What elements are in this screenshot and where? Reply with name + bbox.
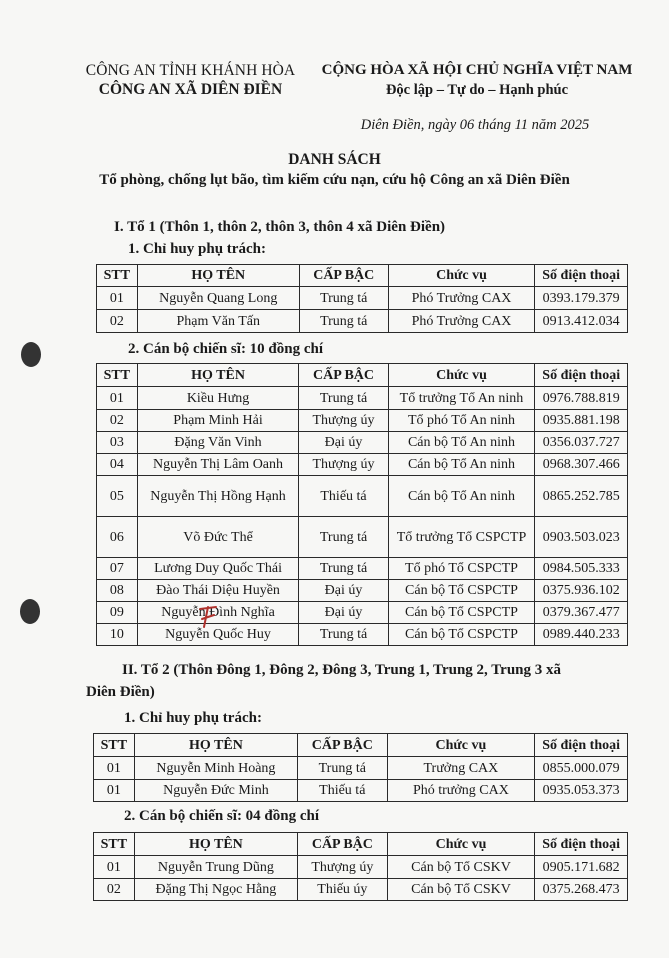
table-row [97, 310, 628, 333]
col-header-role: Chức vụ [387, 734, 535, 757]
cell-stt: 01 [97, 287, 138, 310]
cell-rank: Thượng úy [298, 856, 388, 879]
cell-name: Đặng Thị Ngọc Hằng [134, 879, 297, 901]
table-row [97, 410, 628, 432]
table-row [97, 287, 628, 310]
cell-phone: 0976.788.819 [535, 387, 628, 410]
cell-phone: 0968.307.466 [535, 454, 628, 476]
table-header-row [94, 833, 628, 856]
cell-phone: 0379.367.477 [535, 602, 628, 624]
cell-rank: Trung tá [299, 517, 388, 558]
table-row [94, 757, 628, 780]
cell-name: Phạm Văn Tấn [137, 310, 299, 333]
table-header-row [97, 265, 628, 287]
col-header-phone: Số điện thoại [535, 364, 628, 387]
cell-rank: Đại úy [299, 432, 388, 454]
cell-phone: 0984.505.333 [535, 558, 628, 580]
table-row [97, 387, 628, 410]
binder-hole-mark [21, 342, 41, 367]
agency-parent: CÔNG AN TỈNH KHÁNH HÒA [85, 62, 296, 79]
cell-name: Đào Thái Diệu Huyền [137, 580, 299, 602]
table-row [97, 558, 628, 580]
binder-hole-mark [20, 599, 40, 624]
table-row [94, 856, 628, 879]
cell-phone: 0935.881.198 [535, 410, 628, 432]
cell-phone: 0393.179.379 [535, 287, 628, 310]
col-header-rank: CẤP BẬC [298, 734, 387, 757]
col-header-name: HỌ TÊN [134, 734, 297, 757]
col-header-role: Chức vụ [387, 833, 535, 856]
cell-name: Kiều Hưng [137, 387, 299, 410]
cell-role: Tổ trưởng Tổ CSPCTP [388, 517, 535, 558]
cell-phone: 0903.503.023 [535, 517, 628, 558]
cell-stt: 06 [97, 517, 138, 558]
table-row [97, 454, 628, 476]
cell-rank: Trung tá [299, 624, 388, 646]
group1-staff-table [96, 363, 628, 646]
cell-stt: 05 [97, 476, 138, 517]
cell-name: Nguyễn Quốc Huy [137, 624, 299, 646]
cell-rank: Đại úy [299, 602, 388, 624]
country-name: CỘNG HÒA XÃ HỘI CHỦ NGHĨA VIỆT NAM [321, 62, 633, 78]
cell-name: Nguyễn Thị Lâm Oanh [137, 454, 299, 476]
cell-phone: 0865.252.785 [535, 476, 628, 517]
table-row [94, 780, 628, 802]
cell-phone: 0375.268.473 [535, 879, 628, 901]
cell-stt: 04 [97, 454, 138, 476]
cell-role: Trưởng CAX [387, 757, 535, 780]
group1-staff-heading: 2. Cán bộ chiến sĩ: 10 đồng chí [128, 341, 324, 357]
cell-role: Phó Trưởng CAX [388, 287, 535, 310]
cell-role: Tổ phó Tổ CSPCTP [388, 558, 535, 580]
national-motto [318, 62, 636, 99]
table-row [97, 517, 628, 558]
col-header-name: HỌ TÊN [137, 364, 299, 387]
red-ink-mark [196, 603, 222, 631]
cell-phone: 0905.171.682 [535, 856, 628, 879]
cell-stt: 01 [94, 757, 135, 780]
table-header-row [97, 364, 628, 387]
document-date: Diên Điền, ngày 06 tháng 11 năm 2025 [360, 117, 590, 133]
table-row [97, 580, 628, 602]
group1-heading: I. Tổ 1 (Thôn 1, thôn 2, thôn 3, thôn 4 xã Diên Điền) [114, 219, 446, 235]
cell-phone: 0913.412.034 [535, 310, 628, 333]
col-header-stt: STT [97, 364, 138, 387]
cell-rank: Trung tá [298, 757, 387, 780]
cell-name: Nguyễn Quang Long [137, 287, 299, 310]
cell-stt: 03 [97, 432, 138, 454]
cell-role: Phó trưởng CAX [387, 780, 535, 802]
cell-role: Cán bộ Tổ An ninh [388, 432, 535, 454]
table-row [94, 879, 628, 901]
cell-name: Nguyễn Trung Dũng [134, 856, 297, 879]
cell-stt: 07 [97, 558, 138, 580]
cell-role: Cán bộ Tổ CSPCTP [388, 624, 535, 646]
table-row [97, 476, 628, 517]
cell-stt: 08 [97, 580, 138, 602]
group2-leaders-table [93, 733, 628, 802]
col-header-rank: CẤP BẬC [299, 364, 388, 387]
col-header-rank: CẤP BẬC [298, 833, 388, 856]
cell-role: Cán bộ Tổ CSKV [387, 879, 535, 901]
table-row [97, 602, 628, 624]
group1-leaders-table [96, 264, 628, 333]
col-header-role: Chức vụ [388, 265, 535, 287]
cell-phone: 0989.440.233 [535, 624, 628, 646]
cell-name: Võ Đức Thể [137, 517, 299, 558]
cell-role: Cán bộ Tổ CSPCTP [388, 602, 535, 624]
col-header-stt: STT [94, 833, 135, 856]
cell-stt: 02 [94, 879, 135, 901]
cell-role: Tổ phó Tổ An ninh [388, 410, 535, 432]
cell-rank: Thượng úy [299, 454, 388, 476]
col-header-role: Chức vụ [388, 364, 535, 387]
cell-rank: Thiếu úy [298, 879, 388, 901]
cell-role: Tổ trưởng Tổ An ninh [388, 387, 535, 410]
cell-rank: Thiếu tá [299, 476, 388, 517]
group2-leaders-heading: 1. Chỉ huy phụ trách: [124, 710, 262, 726]
cell-role: Cán bộ Tổ CSKV [387, 856, 535, 879]
cell-role: Phó Trưởng CAX [388, 310, 535, 333]
col-header-phone: Số điện thoại [535, 265, 628, 287]
cell-stt: 01 [94, 856, 135, 879]
group1-leaders-heading: 1. Chỉ huy phụ trách: [128, 241, 266, 257]
cell-name: Đặng Văn Vinh [137, 432, 299, 454]
cell-rank: Trung tá [299, 387, 388, 410]
col-header-phone: Số điện thoại [535, 833, 628, 856]
document-subtitle: Tổ phòng, chống lụt bão, tìm kiếm cứu nạn, cứu hộ Công an xã Diên Điền [99, 172, 570, 188]
cell-stt: 09 [97, 602, 138, 624]
cell-phone: 0375.936.102 [535, 580, 628, 602]
cell-phone: 0356.037.727 [535, 432, 628, 454]
col-header-stt: STT [94, 734, 135, 757]
cell-phone: 0855.000.079 [535, 757, 628, 780]
cell-name: Nguyễn Thị Hồng Hạnh [137, 476, 299, 517]
cell-stt: 10 [97, 624, 138, 646]
cell-rank: Thượng úy [299, 410, 388, 432]
cell-name: Nguyễn Đình Nghĩa [137, 602, 299, 624]
issuing-agency [78, 62, 303, 99]
group2-staff-heading: 2. Cán bộ chiến sĩ: 04 đồng chí [124, 808, 320, 824]
cell-stt: 02 [97, 410, 138, 432]
table-row [97, 624, 628, 646]
cell-role: Cán bộ Tổ An ninh [388, 476, 535, 517]
group2-heading-line2: Diên Điền) [86, 684, 155, 700]
agency-name: CÔNG AN XÃ DIÊN ĐIỀN [98, 81, 283, 98]
col-header-name: HỌ TÊN [134, 833, 297, 856]
document-title: DANH SÁCH [288, 151, 381, 168]
cell-rank: Đại úy [299, 580, 388, 602]
cell-rank: Thiếu tá [298, 780, 387, 802]
cell-rank: Trung tá [299, 287, 388, 310]
cell-rank: Trung tá [299, 558, 388, 580]
cell-name: Nguyễn Minh Hoàng [134, 757, 297, 780]
cell-stt: 02 [97, 310, 138, 333]
group2-staff-table [93, 832, 628, 901]
cell-stt: 01 [94, 780, 135, 802]
col-header-stt: STT [97, 265, 138, 287]
cell-name: Lương Duy Quốc Thái [137, 558, 299, 580]
col-header-name: HỌ TÊN [137, 265, 299, 287]
table-header-row [94, 734, 628, 757]
cell-role: Cán bộ Tổ An ninh [388, 454, 535, 476]
col-header-rank: CẤP BẬC [299, 265, 388, 287]
motto: Độc lập – Tự do – Hạnh phúc [385, 82, 569, 98]
cell-stt: 01 [97, 387, 138, 410]
group2-heading-line1: II. Tổ 2 (Thôn Đông 1, Đông 2, Đông 3, Trung 1, Trung 2, Trung 3 xã [122, 662, 562, 678]
cell-rank: Trung tá [299, 310, 388, 333]
cell-phone: 0935.053.373 [535, 780, 628, 802]
table-row [97, 432, 628, 454]
cell-name: Nguyễn Đức Minh [134, 780, 297, 802]
cell-role: Cán bộ Tổ CSPCTP [388, 580, 535, 602]
col-header-phone: Số điện thoại [535, 734, 628, 757]
cell-name: Phạm Minh Hải [137, 410, 299, 432]
